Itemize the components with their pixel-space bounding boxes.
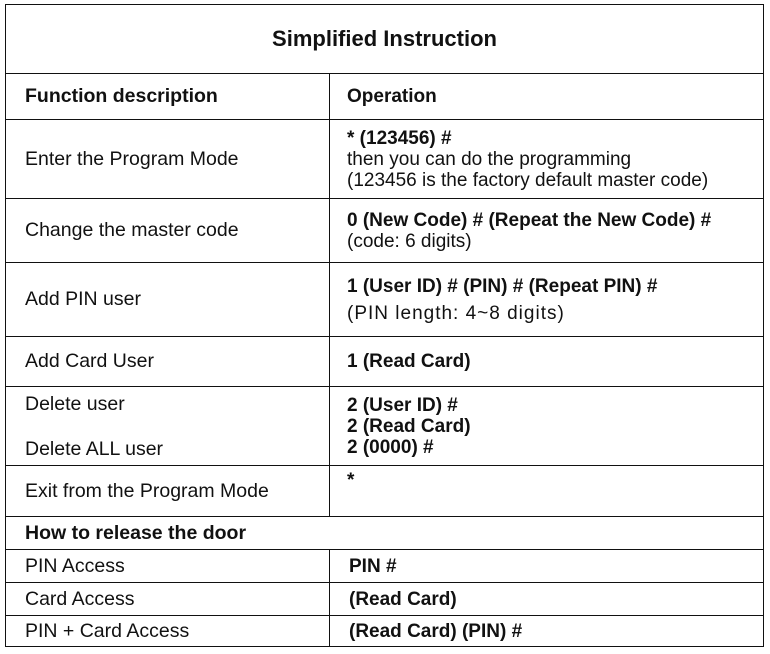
- op-line: PIN #: [349, 555, 397, 577]
- operation-cell: [329, 583, 763, 615]
- op-line: (code: 6 digits): [347, 230, 472, 252]
- op-line: (Read Card) (PIN) #: [349, 620, 523, 642]
- operation-cell: [329, 263, 763, 336]
- op-line: (123456 is the factory default master code): [347, 169, 709, 191]
- function-line: Delete ALL user: [25, 438, 164, 460]
- operation-cell: [329, 550, 763, 582]
- header-function: Function description: [25, 85, 218, 107]
- operation-cell: [329, 616, 763, 646]
- function-cell: Exit from the Program Mode: [25, 479, 269, 502]
- function-cell: Enter the Program Mode: [25, 147, 239, 170]
- function-cell: Card Access: [25, 587, 135, 610]
- function-cell: Add Card User: [25, 350, 154, 372]
- table-row: [6, 336, 763, 386]
- table-row: [6, 119, 763, 198]
- table-row: [6, 198, 763, 262]
- operation-cell: [329, 199, 763, 262]
- table-row: [6, 262, 763, 336]
- function-line: Delete user: [25, 393, 125, 415]
- op-line: then you can do the programming: [347, 148, 632, 170]
- function-cell: Add PIN user: [25, 288, 141, 310]
- operation-cell: [329, 387, 763, 465]
- release-heading-row: [6, 516, 763, 549]
- table-row: [6, 386, 763, 465]
- operation-cell: [329, 337, 763, 386]
- table-title: Simplified Instruction: [272, 26, 497, 51]
- table-row: [6, 549, 763, 582]
- op-line: 1 (User ID) # (PIN) # (Repeat PIN) #: [347, 275, 658, 297]
- function-cell: [25, 387, 163, 465]
- header-operation: [329, 74, 763, 119]
- operation-cell: [329, 466, 763, 516]
- instruction-table: [5, 4, 764, 647]
- header-row: [6, 73, 763, 119]
- operation-cell: [329, 120, 763, 198]
- op-line: 2 (Read Card): [347, 415, 471, 437]
- header-operation-label: Operation: [347, 86, 437, 107]
- table-row: [6, 465, 763, 516]
- table-row: [6, 582, 763, 615]
- release-heading: How to release the door: [25, 521, 247, 544]
- op-line: 0 (New Code) # (Repeat the New Code) #: [347, 209, 712, 231]
- op-line: (PIN length: 4~8 digits): [347, 302, 565, 324]
- op-line: * (123456) #: [347, 127, 452, 149]
- op-line: 1 (Read Card): [347, 351, 471, 372]
- op-line: (Read Card): [349, 588, 457, 610]
- op-line: 2 (0000) #: [347, 436, 434, 458]
- function-cell: Change the master code: [25, 219, 239, 241]
- op-line: *: [347, 470, 355, 491]
- table-row: [6, 615, 763, 646]
- function-cell: PIN Access: [25, 554, 125, 577]
- op-line: 2 (User ID) #: [347, 394, 458, 416]
- function-cell: PIN + Card Access: [25, 619, 190, 642]
